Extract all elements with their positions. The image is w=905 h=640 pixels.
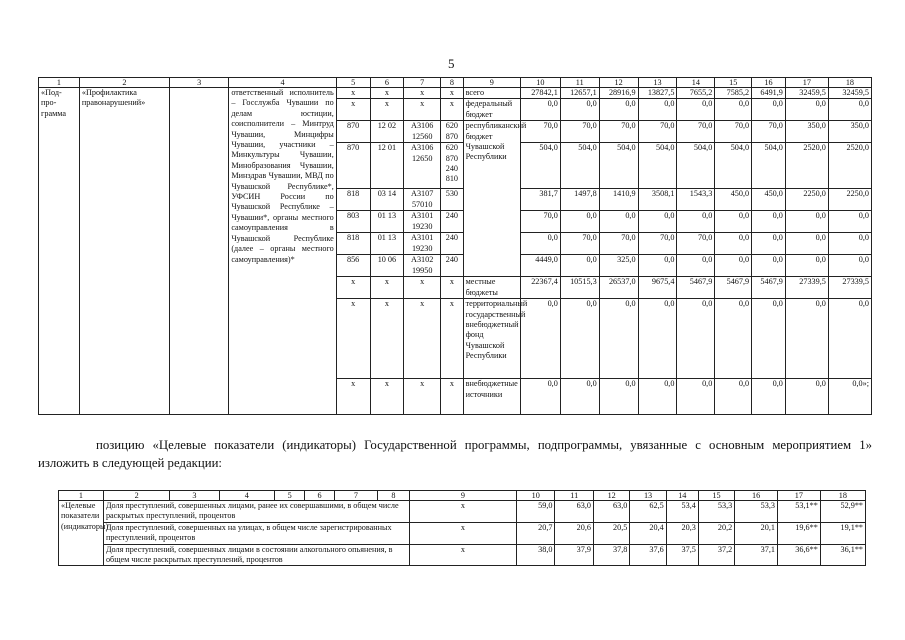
- code-cell: x: [409, 544, 516, 566]
- value-cell: 5467,9: [677, 277, 715, 299]
- code-cell: x: [336, 379, 370, 415]
- source-cell: республиканский бюджет Чувашской Республики: [463, 121, 520, 277]
- header-cell: 4: [229, 78, 336, 88]
- code-cell: 856: [336, 255, 370, 277]
- value-cell: 63,0: [555, 501, 594, 523]
- value-cell: 0,0: [752, 211, 786, 233]
- value-cell: 2520,0: [828, 143, 871, 189]
- value-cell: 70,0: [560, 233, 599, 255]
- value-cell: 0,0: [752, 233, 786, 255]
- value-cell: 70,0: [560, 121, 599, 143]
- header-cell: 18: [828, 78, 871, 88]
- source-cell: внебюджетные источники: [463, 379, 520, 415]
- value-cell: 22367,4: [520, 277, 560, 299]
- executors-cell: ответственный исполнитель – Госслужба Чувашии по делам юстиции, соисполнители – Минтруд Чувашии, Минцифры Чувашии, участники – Минкультуры Чувашии, Минобразования Чувашии, Минздрав Чувашии, МВД по Чувашской Республике*, УФСИН России по Чувашской Республике – Чувашии*, органы местного самоуправления в Чувашской Республике (далее – органы местного самоуправления)*: [229, 88, 336, 415]
- value-cell: 9675,4: [638, 277, 677, 299]
- indicator-name-cell: Доля преступлений, совершенных на улицах, в общем числе зарегистрированных преступлений, процентов: [103, 522, 409, 544]
- table-row: [39, 88, 872, 99]
- instruction-paragraph: позицию «Целевые показатели (индикаторы) Государственной программы, подпрограммы, увязанные с основным мероприятием 1» изложить в следующей редакции:: [38, 438, 872, 470]
- code-cell: x: [409, 501, 516, 523]
- value-cell: 1497,8: [560, 189, 599, 211]
- value-cell: 53,1**: [778, 501, 821, 523]
- code-cell: 240: [441, 211, 464, 233]
- code-cell: x: [441, 277, 464, 299]
- value-cell: 0,0: [560, 99, 599, 121]
- value-cell: 52,9**: [820, 501, 865, 523]
- code-cell: x: [370, 277, 404, 299]
- value-cell: 0,0: [638, 299, 677, 379]
- value-cell: 53,4: [666, 501, 698, 523]
- code-cell: x: [409, 522, 516, 544]
- value-cell: 70,0: [599, 233, 638, 255]
- value-cell: 27842,1: [520, 88, 560, 99]
- table-row: [59, 501, 866, 523]
- header-cell: 5: [336, 78, 370, 88]
- value-cell: 0,0: [752, 255, 786, 277]
- value-cell: 62,5: [630, 501, 666, 523]
- value-cell: 0,0: [785, 99, 828, 121]
- code-cell: 803: [336, 211, 370, 233]
- value-cell: 38,0: [516, 544, 555, 566]
- code-cell: 818: [336, 189, 370, 211]
- empty-cell: [169, 88, 228, 415]
- value-cell: 0,0: [828, 211, 871, 233]
- value-cell: 70,0: [520, 121, 560, 143]
- value-cell: 0,0: [828, 233, 871, 255]
- value-cell: 3508,1: [638, 189, 677, 211]
- header-cell: 5: [275, 491, 305, 501]
- value-cell: 450,0: [715, 189, 752, 211]
- value-cell: 0,0: [828, 255, 871, 277]
- code-cell: x: [370, 379, 404, 415]
- code-cell: А3106 12650: [404, 143, 441, 189]
- code-cell: x: [370, 88, 404, 99]
- code-cell: x: [370, 99, 404, 121]
- code-cell: x: [336, 299, 370, 379]
- value-cell: 504,0: [560, 143, 599, 189]
- header-cell: 18: [820, 491, 865, 501]
- value-cell: 70,0: [520, 211, 560, 233]
- value-cell: 0,0: [599, 211, 638, 233]
- value-cell: 0,0: [715, 99, 752, 121]
- code-cell: 620 870: [441, 121, 464, 143]
- value-cell: 0,0: [677, 211, 715, 233]
- header-cell: 11: [555, 491, 594, 501]
- value-cell: 37,5: [666, 544, 698, 566]
- value-cell: 350,0: [828, 121, 871, 143]
- value-cell: 0,0: [715, 255, 752, 277]
- table-header-row: [39, 78, 872, 88]
- value-cell: 0,0»;: [828, 379, 871, 415]
- value-cell: 504,0: [599, 143, 638, 189]
- code-cell: x: [370, 299, 404, 379]
- value-cell: 504,0: [715, 143, 752, 189]
- value-cell: 32459,5: [828, 88, 871, 99]
- value-cell: 70,0: [677, 233, 715, 255]
- value-cell: 20,7: [516, 522, 555, 544]
- value-cell: 0,0: [715, 233, 752, 255]
- code-cell: 530: [441, 189, 464, 211]
- page-number: 5: [448, 56, 455, 71]
- header-cell: 12: [599, 78, 638, 88]
- code-cell: x: [336, 99, 370, 121]
- code-cell: 03 14: [370, 189, 404, 211]
- header-cell: 1: [39, 78, 80, 88]
- code-cell: 870: [336, 143, 370, 189]
- value-cell: 0,0: [785, 211, 828, 233]
- value-cell: 70,0: [599, 121, 638, 143]
- value-cell: 20,2: [698, 522, 734, 544]
- value-cell: 36,6**: [778, 544, 821, 566]
- header-cell: 14: [666, 491, 698, 501]
- header-cell: 17: [778, 491, 821, 501]
- value-cell: 1410,9: [599, 189, 638, 211]
- value-cell: 19,1**: [820, 522, 865, 544]
- value-cell: 13827,5: [638, 88, 677, 99]
- value-cell: 4449,0: [520, 255, 560, 277]
- value-cell: 0,0: [638, 211, 677, 233]
- header-cell: 7: [335, 491, 378, 501]
- value-cell: 37,6: [630, 544, 666, 566]
- value-cell: 0,0: [599, 99, 638, 121]
- source-cell: местные бюджеты: [463, 277, 520, 299]
- value-cell: 504,0: [752, 143, 786, 189]
- value-cell: 20,5: [593, 522, 629, 544]
- header-cell: 8: [377, 491, 409, 501]
- value-cell: 0,0: [677, 255, 715, 277]
- value-cell: 0,0: [715, 211, 752, 233]
- code-cell: x: [441, 379, 464, 415]
- value-cell: 20,6: [555, 522, 594, 544]
- value-cell: 12657,1: [560, 88, 599, 99]
- value-cell: 28916,9: [599, 88, 638, 99]
- code-cell: 240: [441, 233, 464, 255]
- header-cell: 3: [169, 78, 228, 88]
- indicator-name-cell: Доля преступлений, совершенных лицами в состоянии алкогольного опьянения, в общем числе раскрытых преступлений, процентов: [103, 544, 409, 566]
- value-cell: 20,1: [735, 522, 778, 544]
- code-cell: 01 13: [370, 211, 404, 233]
- value-cell: 63,0: [593, 501, 629, 523]
- value-cell: 0,0: [560, 211, 599, 233]
- value-cell: 0,0: [785, 299, 828, 379]
- value-cell: 0,0: [752, 299, 786, 379]
- value-cell: 0,0: [715, 299, 752, 379]
- header-cell: 2: [103, 491, 169, 501]
- value-cell: 0,0: [520, 233, 560, 255]
- value-cell: 0,0: [560, 299, 599, 379]
- value-cell: 0,0: [520, 379, 560, 415]
- value-cell: 0,0: [560, 255, 599, 277]
- source-cell: территориальный государственный внебюджетный фонд Чувашской Республики: [463, 299, 520, 379]
- header-cell: 4: [219, 491, 275, 501]
- value-cell: 0,0: [520, 299, 560, 379]
- value-cell: 5467,9: [752, 277, 786, 299]
- code-cell: x: [441, 299, 464, 379]
- source-cell: всего: [463, 88, 520, 99]
- header-cell: 2: [79, 78, 169, 88]
- header-cell: 1: [59, 491, 104, 501]
- code-cell: 01 13: [370, 233, 404, 255]
- value-cell: 2520,0: [785, 143, 828, 189]
- value-cell: 70,0: [638, 233, 677, 255]
- code-cell: x: [441, 88, 464, 99]
- program-type-cell: «Под- про- грамма: [39, 88, 80, 415]
- header-cell: 9: [463, 78, 520, 88]
- code-cell: А3101 19230: [404, 211, 441, 233]
- value-cell: 2250,0: [828, 189, 871, 211]
- value-cell: 19,6**: [778, 522, 821, 544]
- code-cell: А3107 57010: [404, 189, 441, 211]
- header-cell: 3: [170, 491, 219, 501]
- value-cell: 20,4: [630, 522, 666, 544]
- value-cell: 70,0: [638, 121, 677, 143]
- value-cell: 20,3: [666, 522, 698, 544]
- value-cell: 0,0: [752, 99, 786, 121]
- code-cell: x: [404, 277, 441, 299]
- source-cell: федеральный бюджет: [463, 99, 520, 121]
- code-cell: А3101 19230: [404, 233, 441, 255]
- header-cell: 16: [735, 491, 778, 501]
- table-row: [59, 544, 866, 566]
- value-cell: 53,3: [698, 501, 734, 523]
- code-cell: 240: [441, 255, 464, 277]
- value-cell: 0,0: [828, 99, 871, 121]
- value-cell: 70,0: [715, 121, 752, 143]
- code-cell: x: [404, 88, 441, 99]
- header-cell: 13: [630, 491, 666, 501]
- indicators-table: [58, 490, 866, 566]
- value-cell: 0,0: [785, 233, 828, 255]
- header-cell: 6: [370, 78, 404, 88]
- value-cell: 0,0: [677, 379, 715, 415]
- code-cell: 620 870 240 810: [441, 143, 464, 189]
- value-cell: 70,0: [752, 121, 786, 143]
- code-cell: А3102 19950: [404, 255, 441, 277]
- value-cell: 325,0: [599, 255, 638, 277]
- header-cell: 8: [441, 78, 464, 88]
- value-cell: 0,0: [677, 299, 715, 379]
- header-cell: 10: [516, 491, 555, 501]
- value-cell: 504,0: [677, 143, 715, 189]
- value-cell: 0,0: [715, 379, 752, 415]
- value-cell: 37,1: [735, 544, 778, 566]
- value-cell: 0,0: [520, 99, 560, 121]
- value-cell: 70,0: [677, 121, 715, 143]
- value-cell: 0,0: [599, 299, 638, 379]
- header-cell: 6: [305, 491, 335, 501]
- code-cell: x: [404, 299, 441, 379]
- value-cell: 7585,2: [715, 88, 752, 99]
- value-cell: 350,0: [785, 121, 828, 143]
- value-cell: 37,8: [593, 544, 629, 566]
- value-cell: 0,0: [785, 379, 828, 415]
- value-cell: 450,0: [752, 189, 786, 211]
- table-row: [59, 522, 866, 544]
- indicator-name-cell: Доля преступлений, совершенных лицами, ранее их совершавшими, в общем числе раскрытых преступлений, процентов: [103, 501, 409, 523]
- value-cell: 5467,9: [715, 277, 752, 299]
- value-cell: 32459,5: [785, 88, 828, 99]
- indicators-label-cell: «Целевые показатели (индикаторы): [59, 501, 104, 566]
- program-name-cell: «Профилактика правонарушений»: [79, 88, 169, 415]
- header-cell: 10: [520, 78, 560, 88]
- code-cell: x: [404, 379, 441, 415]
- code-cell: x: [441, 99, 464, 121]
- header-cell: 14: [677, 78, 715, 88]
- value-cell: 0,0: [677, 99, 715, 121]
- header-cell: 15: [698, 491, 734, 501]
- header-cell: 16: [752, 78, 786, 88]
- value-cell: 1543,3: [677, 189, 715, 211]
- code-cell: 10 06: [370, 255, 404, 277]
- value-cell: 37,9: [555, 544, 594, 566]
- code-cell: x: [404, 99, 441, 121]
- value-cell: 27339,5: [828, 277, 871, 299]
- code-cell: А3106 12560: [404, 121, 441, 143]
- header-cell: 15: [715, 78, 752, 88]
- header-cell: 17: [785, 78, 828, 88]
- header-cell: 7: [404, 78, 441, 88]
- code-cell: 870: [336, 121, 370, 143]
- value-cell: 36,1**: [820, 544, 865, 566]
- value-cell: 0,0: [638, 255, 677, 277]
- header-cell: 11: [560, 78, 599, 88]
- code-cell: x: [336, 277, 370, 299]
- value-cell: 53,3: [735, 501, 778, 523]
- value-cell: 504,0: [638, 143, 677, 189]
- code-cell: 12 02: [370, 121, 404, 143]
- value-cell: 26537,0: [599, 277, 638, 299]
- value-cell: 10515,3: [560, 277, 599, 299]
- value-cell: 504,0: [520, 143, 560, 189]
- value-cell: 0,0: [785, 255, 828, 277]
- value-cell: 6491,9: [752, 88, 786, 99]
- value-cell: 0,0: [599, 379, 638, 415]
- table-header-row: [59, 491, 866, 501]
- value-cell: 59,0: [516, 501, 555, 523]
- value-cell: 37,2: [698, 544, 734, 566]
- value-cell: 0,0: [638, 379, 677, 415]
- value-cell: 7655,2: [677, 88, 715, 99]
- value-cell: 2250,0: [785, 189, 828, 211]
- code-cell: x: [336, 88, 370, 99]
- value-cell: 0,0: [828, 299, 871, 379]
- header-cell: 13: [638, 78, 677, 88]
- financing-table: [38, 77, 872, 415]
- value-cell: 0,0: [638, 99, 677, 121]
- value-cell: 0,0: [752, 379, 786, 415]
- value-cell: 381,7: [520, 189, 560, 211]
- code-cell: 12 01: [370, 143, 404, 189]
- header-cell: 12: [593, 491, 629, 501]
- value-cell: 27339,5: [785, 277, 828, 299]
- code-cell: 818: [336, 233, 370, 255]
- header-cell: 9: [409, 491, 516, 501]
- value-cell: 0,0: [560, 379, 599, 415]
